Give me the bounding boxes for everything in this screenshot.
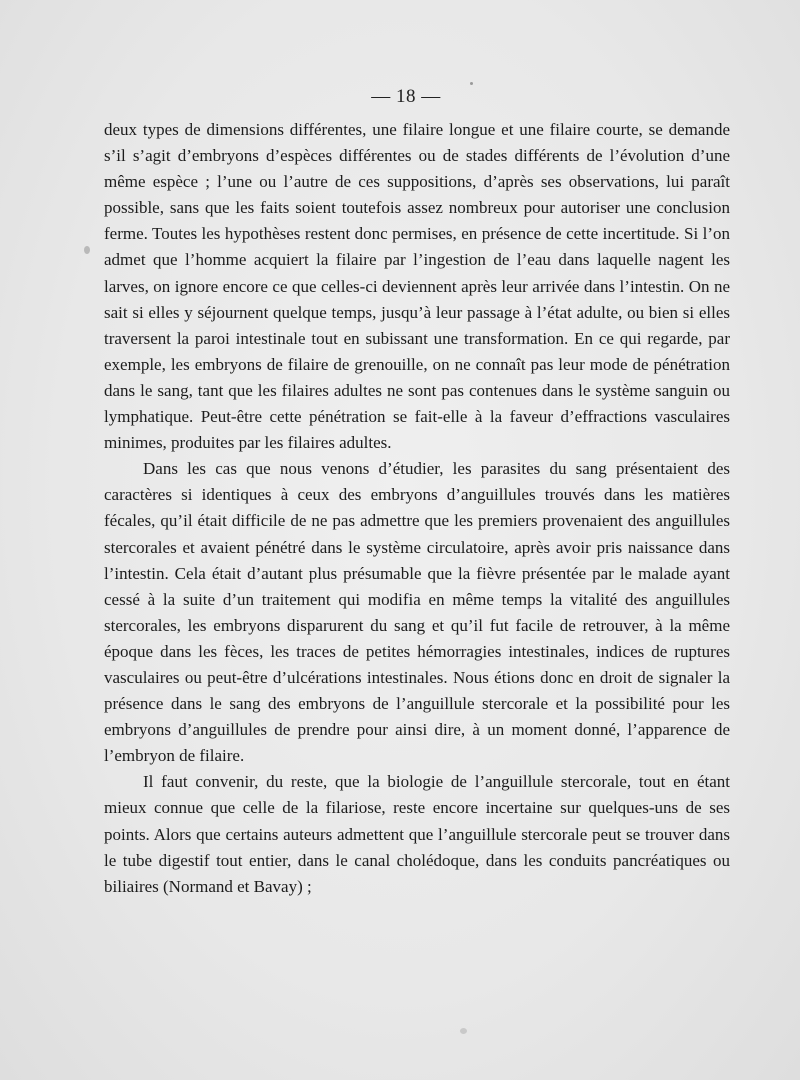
paragraph-3: Il faut convenir, du reste, que la biologie de l’anguillule stercorale, tout en étant mieux connue que celle de la filariose, reste encore incertaine sur quelques-uns de ses points. Alors que certains auteurs admettent que l’anguillule stercorale peut se trouver dans le tube digestif tout entier, dans le canal cholédoque, dans les conduits pancréatiques ou biliaires (Normand et Bavay) ;: [104, 772, 730, 896]
paper-speck: [84, 246, 90, 254]
paper-speck: [470, 82, 473, 85]
page-number: — 18 —: [371, 86, 441, 107]
paragraph-1: deux types de dimensions différentes, une filaire longue et une filaire courte, se demande s’il s’agit d’embryons d’espèces différentes ou de stades différents de l’évolution d’une même espèce ; l’une ou l’autre de ces suppositions, d’après ses observations, lui paraît possible, sans que les faits soient toutefois assez nombreux pour autoriser une conclusion ferme. Toutes les hypothèses restent donc permises, en présence de cette incertitude. Si l’on admet que l’homme acquiert la filaire par l’ingestion de l’eau dans laquelle nagent les larves, on ignore encore ce que celles-ci deviennent après leur arrivée dans l’intestin. On ne sait si elles y séjournent quelque temps, jusqu’à leur passage à l’état adulte, ou bien si elles traversent la paroi intestinale tout en subissant une transformation. En ce qui regarde, par exemple, les embryons de filaire de grenouille, on ne connaît pas leur mode de pénétration dans le sang, tant que les filaires adultes ne sont pas contenues dans le système sanguin ou lymphatique. Peut-être cette pénétration se fait-elle à la faveur d’effractions vasculaires minimes, produites par les filaires adultes.: [104, 120, 730, 453]
paragraph-2: Dans les cas que nous venons d’étudier, les parasites du sang présentaient des caractères si identiques à ceux des embryons d’anguillules trouvés dans les matières fécales, qu’il était difficile de ne pas admettre que les premiers provenaient des anguillules stercorales et avaient pénétré dans le système circulatoire, après avoir pris naissance dans l’intestin. Cela était d’autant plus présumable que la fièvre présentée par le malade ayant cessé à la suite d’un traitement qui modifia en même temps la vitalité des anguillules stercorales, les embryons disparurent du sang et qu’il fut facile de retrouver, à la même époque dans les fèces, les traces de petites hémorragies intestinales, indices de ruptures vasculaires ou peut-être d’ulcérations intestinales. Nous étions donc en droit de signaler la présence dans le sang des embryons de l’anguillule stercorale et la possibilité pour les embryons d’anguillules de prendre pour ainsi dire, à un moment donné, l’apparence de l’embryon de filaire.: [104, 459, 730, 766]
paper-speck: [460, 1028, 467, 1034]
body-text: [104, 117, 730, 900]
